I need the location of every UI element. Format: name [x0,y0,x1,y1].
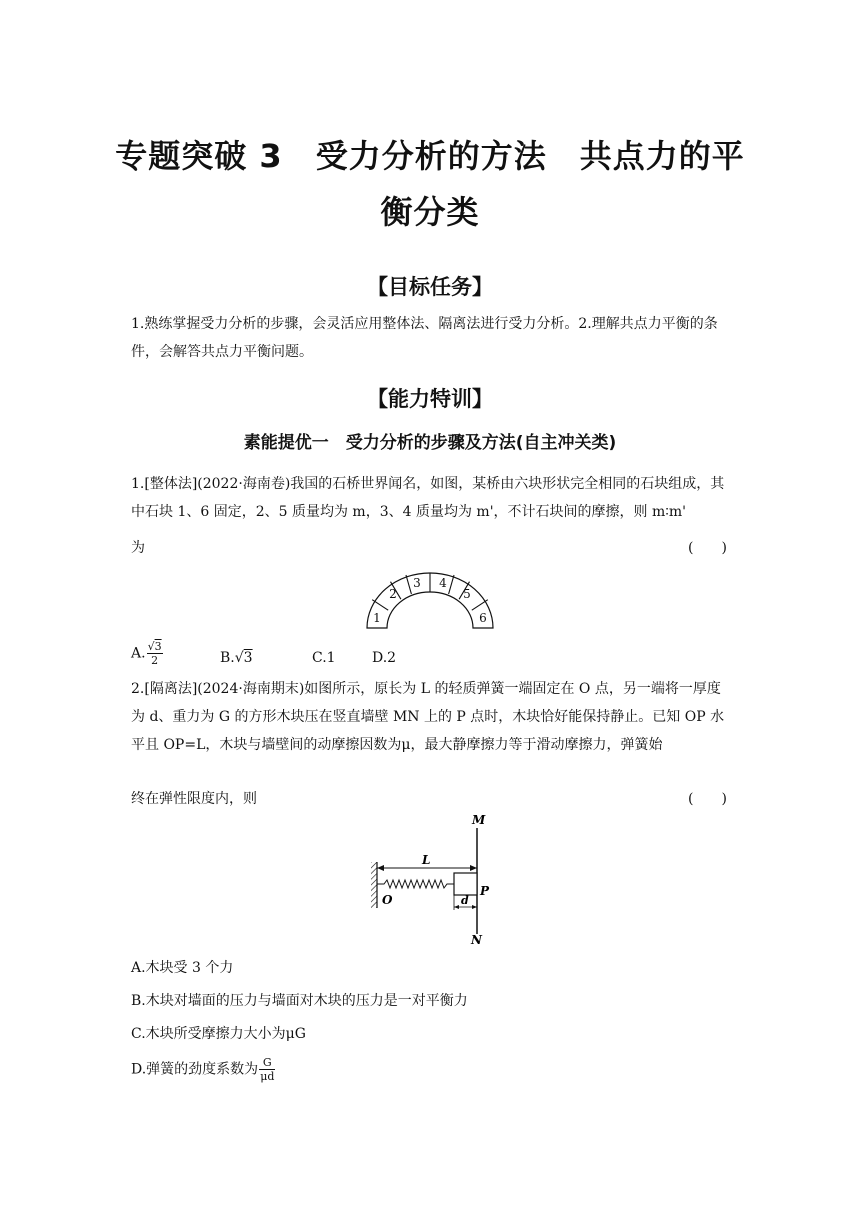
option-b-radical: √3 [234,650,253,666]
stone-label-3: 3 [413,576,421,590]
question-2-option-b: B.木块对墙面的压力与墙面对木块的压力是一对平衡力 [131,993,468,1009]
question-1-option-c: C.1 [312,650,336,666]
option-d-numerator: G [259,1056,275,1070]
stone-label-5: 5 [463,587,471,601]
question-1-text: 1.[整体法](2022·海南卷)我国的石桥世界闻名，如图，某桥由六块形状完全相同的石块组成，其中石块 1、6 固定，2、5 质量均为 m，3、4 质量均为 m'，不计石块间的摩擦，则 m∶m' [131,476,725,520]
question-1-answer-bracket: ( ) [688,540,727,556]
spring-block-figure [370,812,500,946]
question-1-option-b: B.√3 [220,650,253,666]
wooden-block [454,873,477,895]
option-d-fraction [259,1056,275,1083]
question-2-option-c: C.木块所受摩擦力大小为μG [131,1026,306,1042]
option-a-denominator: 2 [151,654,159,667]
option-d-denominator: μd [260,1070,275,1083]
page-title-line1: 专题突破 3 受力分析的方法 共点力的平 [115,137,745,175]
question-1-text-end: 为 [131,540,145,556]
question-1-option-a: A. $\frac{√3}{2}$ [131,640,162,667]
question-2-option-a: A.木块受 3 个力 [131,960,234,976]
label-P: P [480,884,490,898]
subsection-heading: 素能提优一 受力分析的步骤及方法(自主冲关类) [243,433,617,453]
goal-text: 1.熟练掌握受力分析的步骤，会灵活应用整体法、隔离法进行受力分析。2.理解共点力平衡的条件，会解答共点力平衡问题。 [131,316,718,360]
label-L: L [422,853,431,867]
label-d: d [461,894,469,907]
page-title-line2: 衡分类 [380,193,480,231]
label-O: O [382,893,393,907]
stone-label-2: 2 [389,587,397,601]
label-M: M [472,813,486,827]
question-2-text: 2.[隔离法](2024·海南期末)如图所示，原长为 L 的轻质弹簧一端固定在 O 点，另一端将一厚度为 d、重力为 G 的方形木块压在竖直墙壁 MN 上的 P 点时，木块恰好能保持静止。已知 OP 水平且 OP=L，木块与墙壁间的动摩擦因数为μ，最大静摩擦力等于滑动摩擦力，弹簧始 [131,681,725,753]
spring [377,880,454,888]
section-heading-goals: 【目标任务】 [367,275,493,299]
stone-label-4: 4 [439,576,447,590]
stone-label-6: 6 [479,611,487,625]
question-2-option-d: D.弹簧的劲度系数为 $\frac{G}{\mu d}$ [131,1056,275,1083]
question-2-text-end: 终在弹性限度内，则 [131,791,257,807]
section-heading-training: 【能力特训】 [367,387,493,411]
label-N: N [471,933,482,946]
stone-label-1: 1 [373,611,381,625]
option-a-fraction [147,640,163,667]
question-2-answer-bracket: ( ) [688,791,727,807]
option-a-numerator: √3 [147,640,162,653]
stone-bridge-figure [360,566,500,630]
question-1-option-d: D.2 [372,650,397,666]
